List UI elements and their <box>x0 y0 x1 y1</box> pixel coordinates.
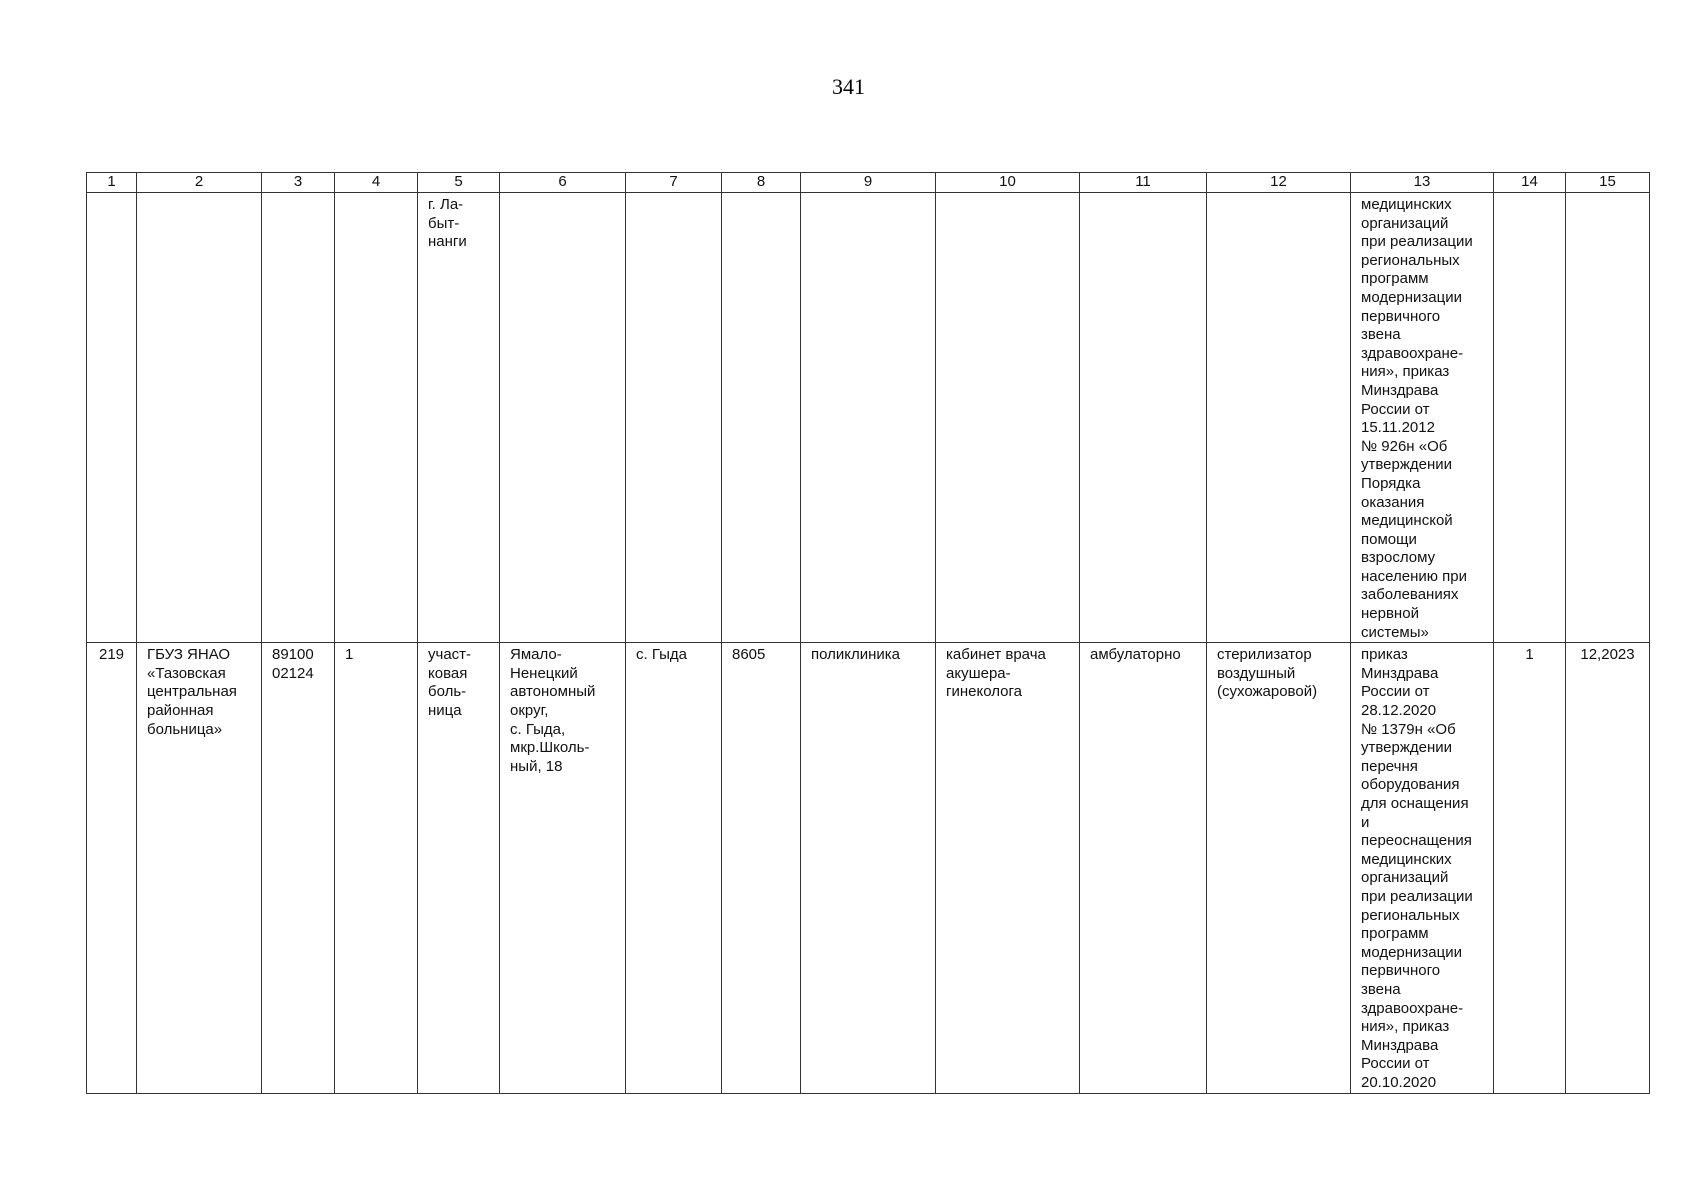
column-number-header: 14 <box>1494 173 1566 193</box>
column-number-row <box>87 173 1650 193</box>
legal-basis-cell-text: медицинских организаций при реализации региональных программ модернизации первичного звена здравоохране- ния», приказ Минздрава России от 15.11.2012 № 926н «Об утверждении Порядка оказания медицинской помощи взрослому населению при заболеваниях нервной системы» <box>1361 196 1473 641</box>
count-cell-text: 1 <box>345 646 354 664</box>
table-cell <box>936 643 1080 1093</box>
table-cell <box>137 193 262 643</box>
page-number: 341 <box>832 74 865 99</box>
equipment-cell-text: стерилизатор воздушный (сухожаровой) <box>1217 646 1318 701</box>
column-number-header: 7 <box>626 173 722 193</box>
column-number-header: 12 <box>1207 173 1351 193</box>
column-number-header: 10 <box>936 173 1080 193</box>
cabinet-cell-text: кабинет врача акушера- гинеколога <box>946 646 1046 701</box>
table-cell <box>1207 193 1351 643</box>
table-cell <box>1351 643 1494 1093</box>
settlement-cell-text: с. Гыда <box>636 646 687 664</box>
table-cell <box>1494 643 1566 1093</box>
column-number-header: 13 <box>1351 173 1494 193</box>
row-number-cell-text: 219 <box>98 646 125 664</box>
date-cell-text: 12,2023 <box>1580 646 1635 664</box>
table-cell <box>1494 193 1566 643</box>
column-number-header: 4 <box>335 173 418 193</box>
column-number-header: 2 <box>137 173 262 193</box>
table-cell <box>1351 193 1494 643</box>
column-number-header: 8 <box>722 173 801 193</box>
table-cell <box>626 643 722 1093</box>
table-cell <box>626 193 722 643</box>
column-number-header: 9 <box>801 173 936 193</box>
address-cell-text: Ямало- Ненецкий автономный округ, с. Гыда, мкр.Школь- ный, 18 <box>510 646 596 775</box>
column-number-header: 5 <box>418 173 500 193</box>
table-cell <box>87 643 137 1093</box>
legal-basis-cell-text: приказ Минздрава России от 28.12.2020 № 1379н «Об утверждении перечня оборудования для оснащения и переоснащения медицинских организаций при реализации региональных программ модернизации первичного звена здравоохране- ния», приказ Минздрава России от 20.10.2020 <box>1361 646 1473 1091</box>
table-cell <box>418 643 500 1093</box>
table-cell <box>418 193 500 643</box>
table-cell <box>500 193 626 643</box>
table-cell <box>87 193 137 643</box>
equipment-table <box>86 172 1650 1094</box>
table-cell <box>1566 643 1650 1093</box>
table-cell <box>801 643 936 1093</box>
table-cell <box>801 193 936 643</box>
table-cell <box>1080 643 1207 1093</box>
table-row <box>87 643 1650 1093</box>
column-number-header: 11 <box>1080 173 1207 193</box>
unit-cell-text: поликлиника <box>811 646 901 664</box>
column-number-header: 6 <box>500 173 626 193</box>
table-cell <box>936 193 1080 643</box>
code-cell-text: 89100 02124 <box>272 646 314 682</box>
table-cell <box>262 643 335 1093</box>
table-cell <box>722 193 801 643</box>
table-cell <box>335 193 418 643</box>
table-cell <box>500 643 626 1093</box>
table-cell <box>1566 193 1650 643</box>
table-cell <box>1080 193 1207 643</box>
facility-type-cell-text: участ- ковая боль- ница <box>428 646 472 720</box>
quantity-cell-text: 1 <box>1525 646 1534 664</box>
organization-cell-text: ГБУЗ ЯНАО «Тазовская центральная районная больница» <box>147 646 237 738</box>
population-cell-text: 8605 <box>732 646 766 664</box>
locality-cell-text: г. Ла- быт- нанги <box>428 196 467 251</box>
column-number-header: 1 <box>87 173 137 193</box>
table-row-continuation <box>87 193 1650 643</box>
table-cell <box>722 643 801 1093</box>
table-cell <box>137 643 262 1093</box>
table-cell <box>335 643 418 1093</box>
column-number-header: 3 <box>262 173 335 193</box>
column-number-header: 15 <box>1566 173 1650 193</box>
table-cell <box>1207 643 1351 1093</box>
care-type-cell-text: амбулаторно <box>1090 646 1181 664</box>
table-cell <box>262 193 335 643</box>
